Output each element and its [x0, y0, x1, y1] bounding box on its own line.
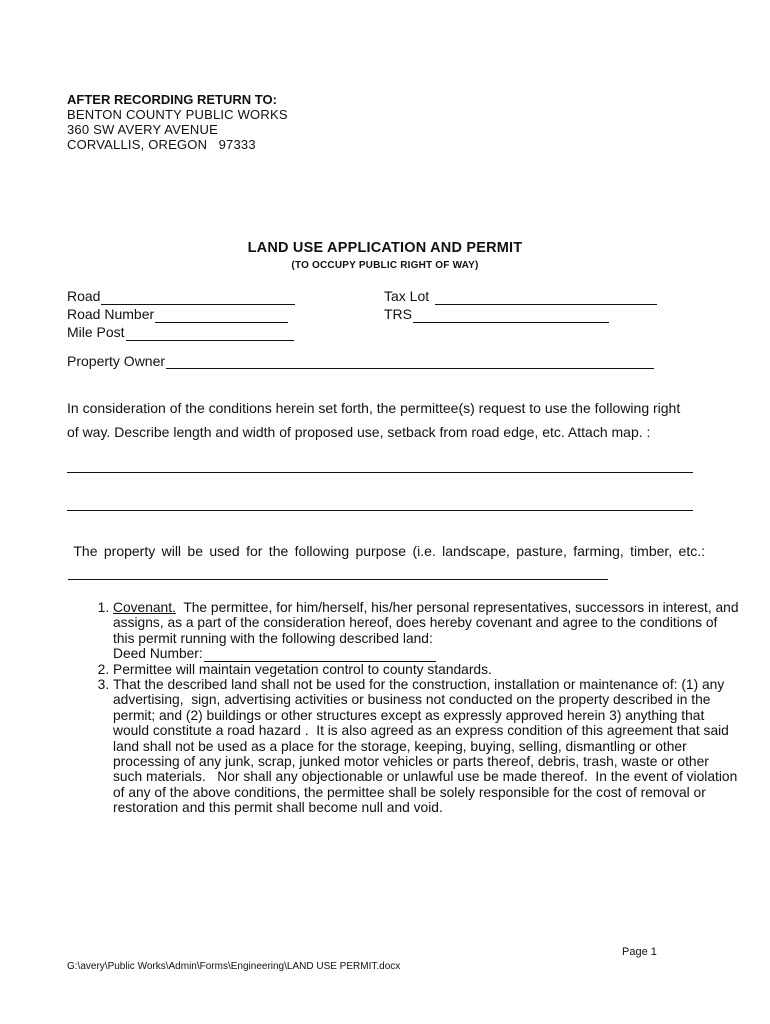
form-title-block	[0, 240, 770, 271]
tax-fields	[384, 287, 657, 323]
term-vegetation	[113, 662, 739, 677]
mile-post-label: Mile Post	[67, 324, 125, 340]
mile-post-field	[67, 323, 295, 341]
term-land-use-restrictions	[113, 677, 742, 816]
permit-terms-list	[72, 600, 743, 816]
road-label: Road	[67, 288, 101, 304]
restrictions-text: That the described land shall not be used for the construction, installation or maintenance of: (1) any advertising, sign, advertising activities or business not conducted on the property described in the permit; and (2) buildings or other structures except as expressly approved herein 3) anything that would constitute a road hazard . It is also agreed as an express condition of this agreement that said land shall not be used as a place for the storage, keeping, buying, selling, dismantling or other processing of any junk, scrap, junked motor vehicles or parts thereof, debris, trash, waste or other such materials. Nor shall any objectionable or unlawful use be made thereof. In the event of violation of any of the above conditions, the permittee shall be solely responsible for the cost of removal or restoration and this permit shall become null and void.	[113, 677, 742, 816]
tax-lot-blank[interactable]	[435, 291, 657, 305]
description-line-1[interactable]	[67, 472, 693, 473]
return-address-block	[67, 92, 288, 152]
covenant-heading: Covenant.	[113, 600, 176, 615]
covenant-text: The permittee, for him/herself, his/her personal representatives, successors in interest, and assigns, as a part of the consideration hereof, does hereby covenant and agree to the conditions of this permit running with the following described land:	[113, 600, 743, 646]
trs-label: TRS	[384, 306, 412, 322]
road-number-field	[67, 305, 295, 323]
return-title: AFTER RECORDING RETURN TO:	[67, 92, 277, 107]
deed-number-field	[113, 646, 739, 661]
trs-blank[interactable]	[413, 309, 609, 323]
tax-lot-field	[384, 287, 657, 305]
road-fields	[67, 287, 295, 341]
purpose-paragraph	[67, 539, 705, 587]
purpose-text: The property will be used for the following purpose (i.e. landscape, pasture, farming, timber, etc.:	[67, 543, 706, 559]
description-line-2[interactable]	[67, 510, 693, 511]
property-owner-field	[67, 353, 654, 369]
trs-field	[384, 305, 657, 323]
return-line-2: 360 SW AVERY AVENUE	[67, 122, 218, 137]
form-title: LAND USE APPLICATION AND PERMIT	[247, 240, 523, 256]
term-covenant	[113, 600, 743, 662]
footer-file-path: G:\avery\Public Works\Admin\Forms\Engineering\LAND USE PERMIT.docx	[67, 961, 401, 972]
deed-number-blank[interactable]	[204, 649, 436, 662]
return-line-3: CORVALLIS, OREGON 97333	[67, 137, 256, 152]
road-number-blank[interactable]	[155, 309, 288, 323]
deed-number-label: Deed Number:	[113, 646, 203, 662]
tax-lot-label: Tax Lot	[384, 288, 430, 304]
vegetation-text: Permittee will maintain vegetation control to county standards.	[113, 661, 492, 677]
consideration-paragraph: In consideration of the conditions herein set forth, the permittee(s) request to use the following right of way. Describe length and width of proposed use, setback from road edge, etc. Attach map. :	[67, 400, 681, 440]
road-blank[interactable]	[101, 291, 295, 305]
road-field	[67, 287, 295, 305]
purpose-blank[interactable]	[68, 568, 608, 580]
property-owner-label: Property Owner	[67, 353, 166, 369]
form-subtitle: (TO OCCUPY PUBLIC RIGHT OF WAY)	[291, 260, 479, 271]
road-number-label: Road Number	[67, 306, 155, 322]
mile-post-blank[interactable]	[126, 327, 294, 341]
property-owner-blank[interactable]	[166, 355, 654, 369]
return-line-1: BENTON COUNTY PUBLIC WORKS	[67, 107, 288, 122]
page-number: Page 1	[622, 946, 657, 958]
